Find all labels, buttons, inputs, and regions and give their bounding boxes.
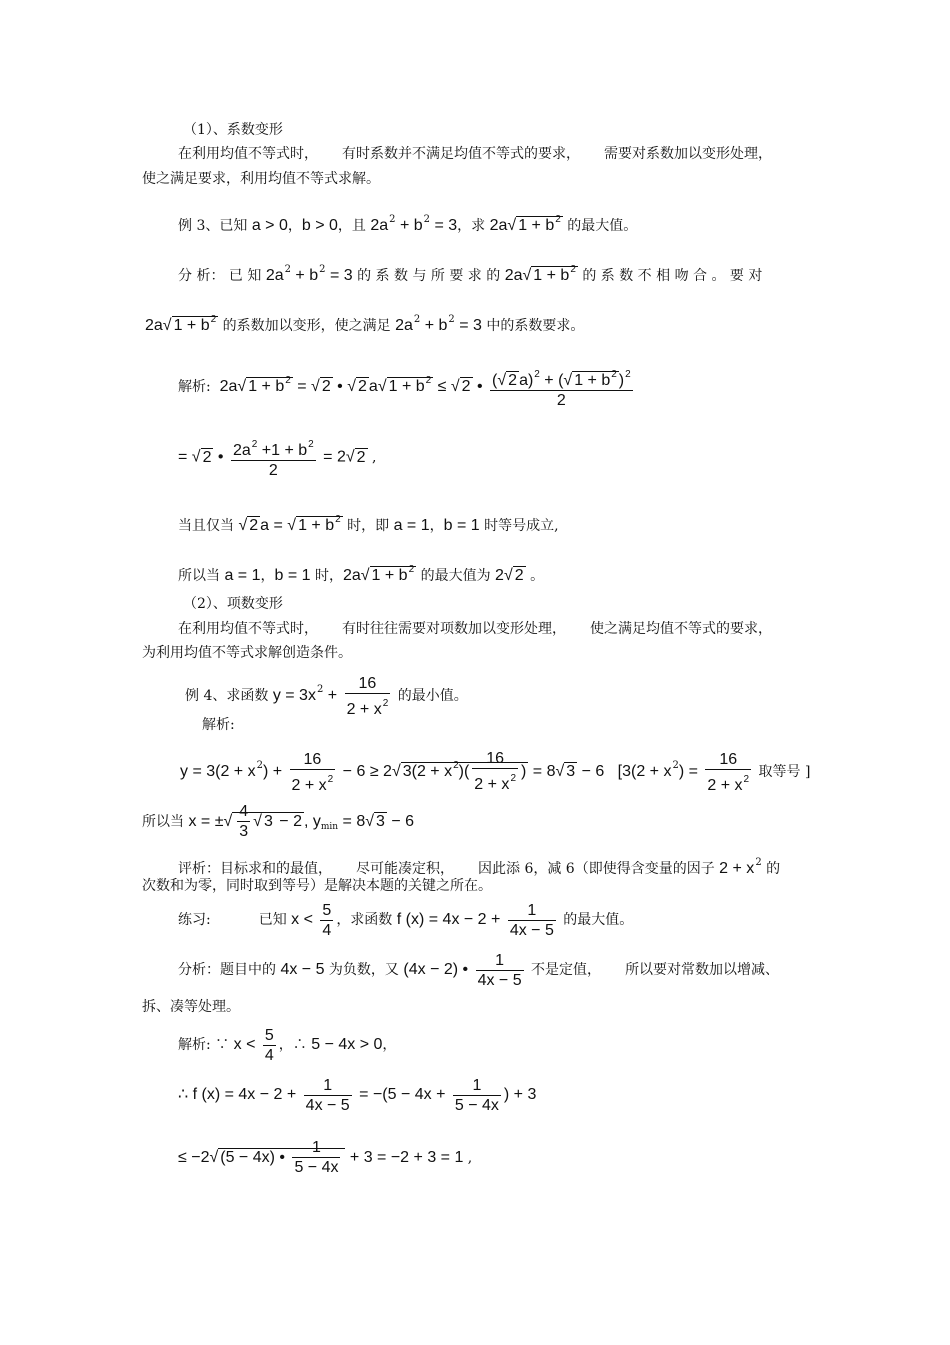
fraction: $\frac{16}{2 + x^2}$ — [346, 674, 389, 718]
practice-solution-line-3: ≤ −2√ (5 − 4x) • $\frac{1}{5 - 4x}$ + 3 = −2 + 3 = 1 , — [178, 1139, 473, 1177]
fraction: $\frac{1}{5 - 4x}$ — [454, 1076, 499, 1114]
section-heading-2: （2）、项数变形 — [183, 596, 283, 612]
paragraph-2-line-2: 为利用均值不等式求解创造条件。 — [142, 645, 352, 661]
fraction: $\frac{1}{5 - 4x}$ — [294, 1139, 339, 1177]
fraction: $\frac{1}{4x - 5}$ — [305, 1076, 350, 1114]
example-3-statement: 例 3、已知 a > 0，b > 0，且 $2a^2 + b^2 = 3$，求 2a√ $1 + b^2$ 的最大值。 — [178, 214, 638, 234]
fraction: $\frac{(√ 2 a)^2 + (√ 1 + b^2 )^2}{2}$ — [490, 365, 633, 410]
paragraph-1-line-1: 在利用均值不等式时， 有时系数并不满足均值不等式的要求， 需要对系数加以变形处理， — [178, 146, 772, 162]
paragraph-1-line-2: 使之满足要求，利用均值不等式求解。 — [142, 171, 380, 187]
example-4-solution-label: 解析: — [202, 717, 235, 733]
fraction: $\frac{2a^2 +1 + b^2}{2}$ — [231, 435, 316, 480]
example-3-equality-condition: 当且仅当 √ 2 a = √ $1 + b^2$ 时，即 a = 1，b = 1 时等号成立, — [178, 514, 559, 534]
example-4-comment-line-2: 次数和为零，同时取到等号）是解决本题的关键之所在。 — [142, 878, 492, 894]
practice-solution-line-1: 解析: ∵ x < $\frac{5}{4}$ ，∴ 5 − 4x > 0， — [178, 1026, 397, 1064]
fraction: $\frac{16}{2 + x^2}$ — [474, 750, 516, 794]
example-4-statement: 例 4、求函数 $y = 3x^2$ + $\frac{16}{2 + x^2}$ 的最小值。 — [185, 674, 468, 718]
example-3-solution-line-1: 解析: 2a√ $1 + b^2$ = √ 2 • √ 2 a√ $1 + b^2$ ≤ √ 2 • $\frac{(√ 2 a)^2 + (√ 1 + b^2 )^2}{2}$ — [178, 361, 636, 410]
example-3-analysis-line-1: 分 析： 已 知 $2a^2 + b^2 = 3$ 的 系 数 与 所 要 求 的 2a√ $1 + b^2$ 的 系 数 不 相 吻 合 。 要 对 — [178, 264, 763, 284]
section-heading-1: （1）、系数变形 — [183, 122, 283, 138]
fraction: $\frac{1}{4x - 5}$ — [477, 951, 522, 989]
fraction: $\frac{16}{2 + x^2}$ — [707, 750, 750, 794]
example-4-result: 所以当 x = ±√ $\frac{4}{3}$ √ 3 − 2 , $y_{min} = 8√$ 3 − 6 — [142, 803, 415, 841]
fraction: $\frac{5}{4}$ — [322, 901, 332, 939]
fraction: $\frac{1}{4x - 5}$ — [509, 901, 554, 939]
paragraph-2-line-1: 在利用均值不等式时， 有时往往需要对项数加以变形处理， 使之满足均值不等式的要求， — [178, 621, 772, 637]
example-3-analysis-line-2: 2a√ $1 + b^2$ 的系数加以变形，使之满足 $2a^2 + b^2 = 3$ 中的系数要求。 — [145, 314, 585, 334]
example-4-solution-equation: $y = 3(2 + x^2)$ + $\frac{16}{2 + x^2}$ − 6 ≥ 2√ $3(2 + x^2)$( $\frac{16}{2 + x^2}$ ) = 8√ 3 − 6 [$3(2 + x^2)$ = $\frac{16}{2 + x^2}$ 取等号 ] — [180, 750, 811, 794]
example-3-solution-line-2: = √ 2 • $\frac{2a^2 +1 + b^2}{2}$ = 2√ 2 , — [178, 435, 376, 480]
fraction: $\frac{4}{3}$ — [239, 803, 249, 841]
practice-statement: 练习: 已知 x < $\frac{5}{4}$ ，求函数 f (x) = 4x − 2 + $\frac{1}{4x - 5}$ 的最大值。 — [178, 901, 634, 939]
practice-analysis-line-1: 分析：题目中的 4x − 5 为负数，又 (4x − 2) • $\frac{1}{4x - 5}$ 不是定值， 所以要对常数加以增减、 — [178, 951, 780, 989]
fraction: $\frac{5}{4}$ — [264, 1026, 274, 1064]
example-4-comment-line-1: 评析：目标求和的最值， 尽可能凑定积， 因此添 6，减 6（即使得含变量的因子 $2 + x^2$ 的 — [178, 857, 781, 877]
practice-analysis-line-2: 拆、凑等处理。 — [142, 999, 240, 1015]
fraction: $\frac{16}{2 + x^2}$ — [291, 750, 334, 794]
example-3-conclusion: 所以当 a = 1，b = 1 时，2a√ $1 + b^2$ 的最大值为 2√ 2 。 — [178, 564, 545, 584]
practice-solution-line-2: ∴ f (x) = 4x − 2 + $\frac{1}{4x - 5}$ = −(5 − 4x + $\frac{1}{5 - 4x}$ ) + 3 — [178, 1076, 537, 1114]
